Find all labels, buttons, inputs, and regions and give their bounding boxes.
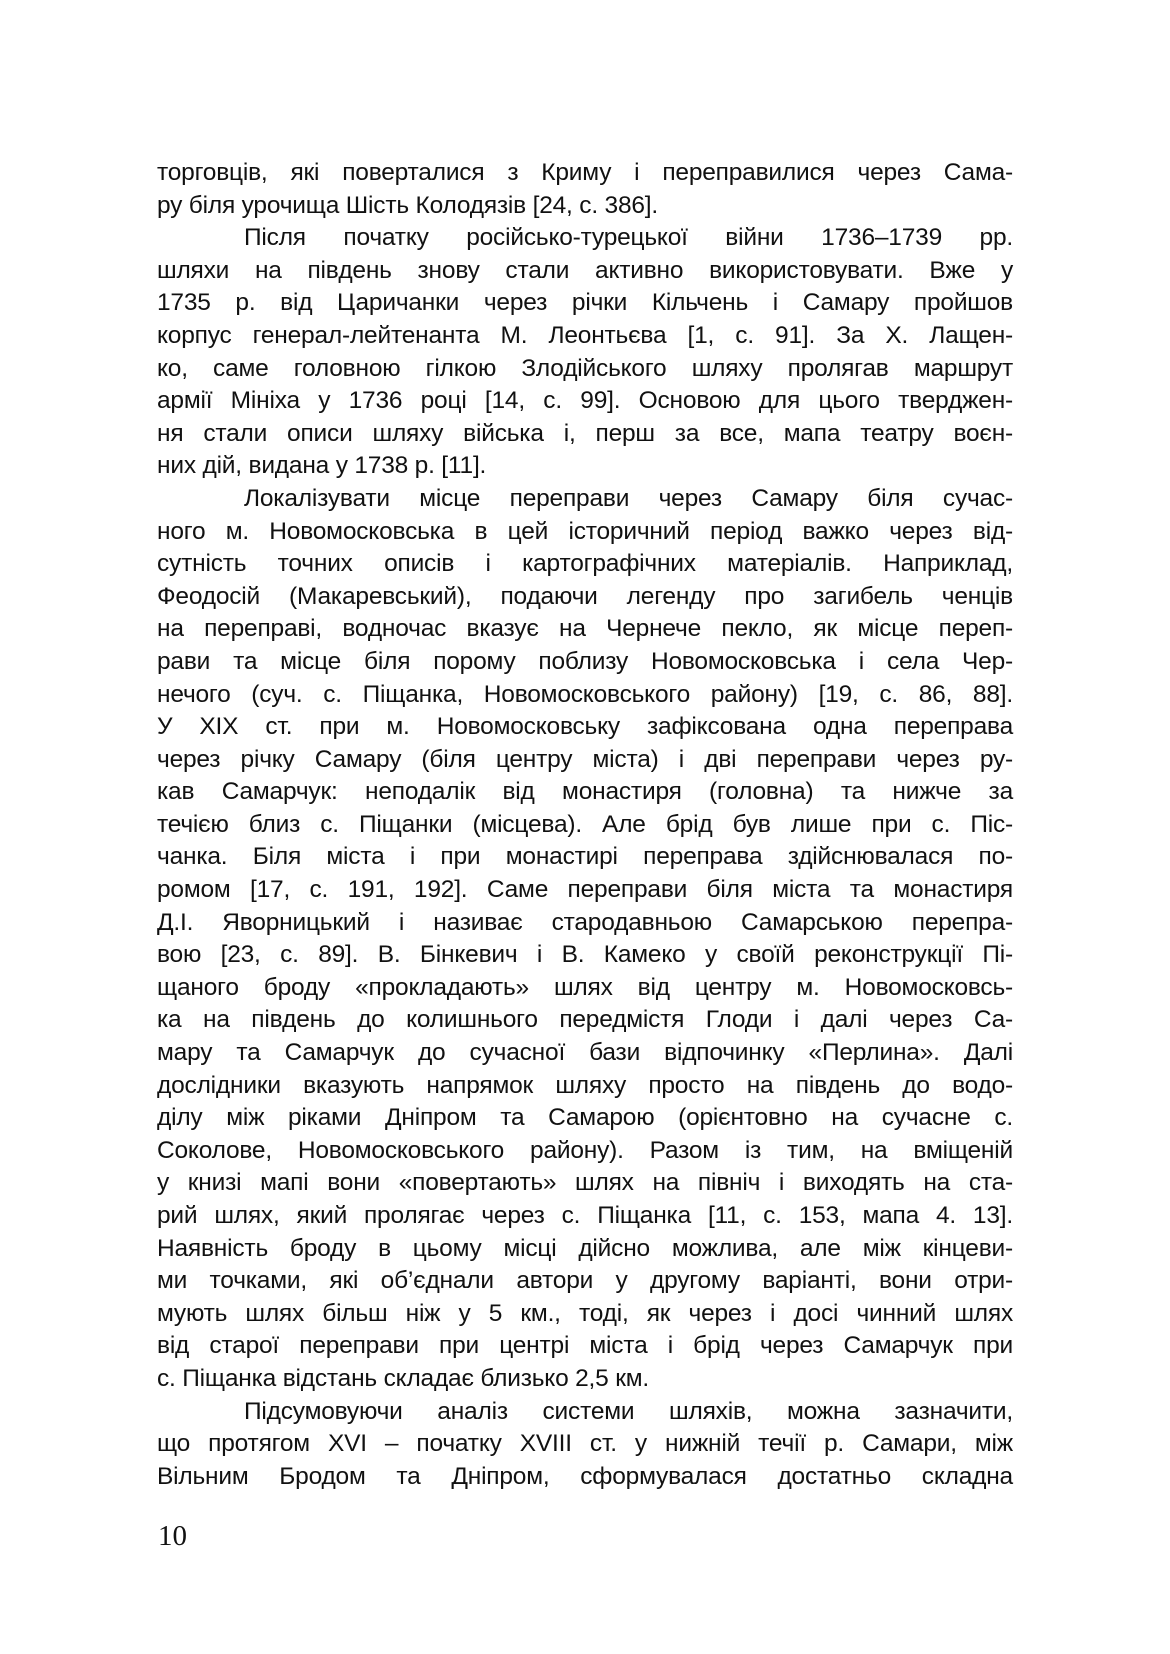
paragraph-4 [157, 1396, 1013, 1494]
text-line: мують шлях більш ніж у 5 км., тоді, як через і досі чинний шлях [157, 1299, 1013, 1327]
text-line: дослідники вказують напрямок шляху просто на південь до водо- [157, 1071, 1013, 1099]
text-line: через річку Самару (біля центру міста) і дві переправи через ру- [157, 745, 1013, 773]
text-line: них дій, видана у 1738 р. [11]. [157, 452, 487, 480]
text-line: нечого (суч. с. Піщанка, Новомосковського району) [19, с. 86, 88]. [157, 680, 1013, 708]
text-line: 1735 р. від Царичанки через річки Кільчень і Самару пройшов [157, 289, 1013, 317]
text-line: що протягом XVI – початку XVIII ст. у нижній течії р. Самари, між [157, 1430, 1013, 1458]
text-line: рий шлях, який пролягає через с. Піщанка [11, с. 153, мапа 4. 13]. [157, 1202, 1013, 1229]
text-line: армії Мініха у 1736 році [14, с. 99]. Основою для цього тверджен- [157, 387, 1013, 415]
text-line: ромом [17, с. 191, 192]. Саме переправи біля міста та монастиря [157, 876, 1013, 904]
paragraph-2 [157, 222, 1013, 483]
text-line: торговців, які поверталися з Криму і переправилися через Сама- [157, 159, 1013, 186]
text-line: корпус генерал-лейтенанта М. Леонтьєва [1, с. 91]. За Х. Лащен- [157, 321, 1013, 349]
text-line: Феодосій (Макаревський), подаючи легенду про загибель ченців [157, 582, 1013, 610]
body-text [157, 157, 1013, 1493]
text-line: на переправі, водночас вказує на Чернече пекло, як місце переп- [157, 615, 1013, 643]
text-line: Соколове, Новомосковського району). Разом із тим, на вміщеній [157, 1136, 1013, 1164]
text-line: сутність точних описів і картографічних матеріалів. Наприклад, [157, 550, 1013, 578]
text-line: рави та місце біля порому поблизу Новомосковська і села Чер- [157, 647, 1013, 675]
text-line: від старої переправи при центрі міста і брід через Самарчук при [157, 1332, 1013, 1360]
text-line: Підсумовуючи аналіз системи шляхів, можна зазначити, [244, 1397, 1013, 1425]
text-line: ного м. Новомосковська в цей історичний період важко через від- [157, 517, 1013, 545]
paragraph-3 [157, 483, 1013, 1396]
text-line: мару та Самарчук до сучасної бази відпочинку «Перлина». Далі [157, 1039, 1013, 1067]
text-line: Вільним Бродом та Дніпром, сформувалася достатньо складна [157, 1462, 1013, 1490]
text-line: Д.І. Яворницький і називає стародавньою Самарською перепра- [157, 908, 1013, 936]
text-line: ня стали описи шляху війська і, перш за все, мапа театру воєн- [157, 419, 1013, 447]
text-line: У XIX ст. при м. Новомосковську зафіксована одна переправа [157, 713, 1013, 741]
text-line: с. Піщанка відстань складає близько 2,5 км. [157, 1364, 649, 1392]
text-line: ка на південь до колишнього передмістя Глоди і далі через Са- [157, 1006, 1013, 1034]
text-line: ко, саме головною гілкою Злодійського шляху пролягав маршрут [157, 354, 1013, 382]
text-line: Локалізувати місце переправи через Самару біля сучас- [244, 484, 1013, 512]
text-line: Після початку російсько-турецької війни 1736–1739 рр. [244, 224, 1013, 252]
text-line: щаного броду «прокладають» шлях від центру м. Новомосковсь- [157, 973, 1013, 1001]
text-line: ділу між ріками Дніпром та Самарою (орієнтовно на сучасне с. [157, 1104, 1013, 1132]
text-line: чанка. Біля міста і при монастирі переправа здійснювалася по- [157, 843, 1013, 871]
text-line: ми точками, які об’єднали автори у другому варіанті, вони отри- [157, 1267, 1013, 1295]
text-line: у книзі мапі вони «повертають» шлях на північ і виходять на ста- [157, 1169, 1013, 1197]
text-line: шляхи на південь знову стали активно використовувати. Вже у [157, 256, 1013, 284]
text-line: вою [23, с. 89]. В. Бінкевич і В. Камеко у своїй реконструкції Пі- [157, 941, 1013, 969]
text-line: Наявність броду в цьому місці дійсно можлива, але між кінцеви- [157, 1234, 1013, 1262]
paragraph-1 [157, 157, 1013, 222]
text-line: ру біля урочища Шість Колодязів [24, с. 386]. [157, 191, 659, 219]
page-number: 10 [158, 1520, 187, 1552]
text-line: кав Самарчук: неподалік від монастиря (головна) та нижче за [157, 778, 1013, 806]
text-line: течією близ с. Піщанки (місцева). Але брід був лише при с. Піс- [157, 810, 1013, 838]
